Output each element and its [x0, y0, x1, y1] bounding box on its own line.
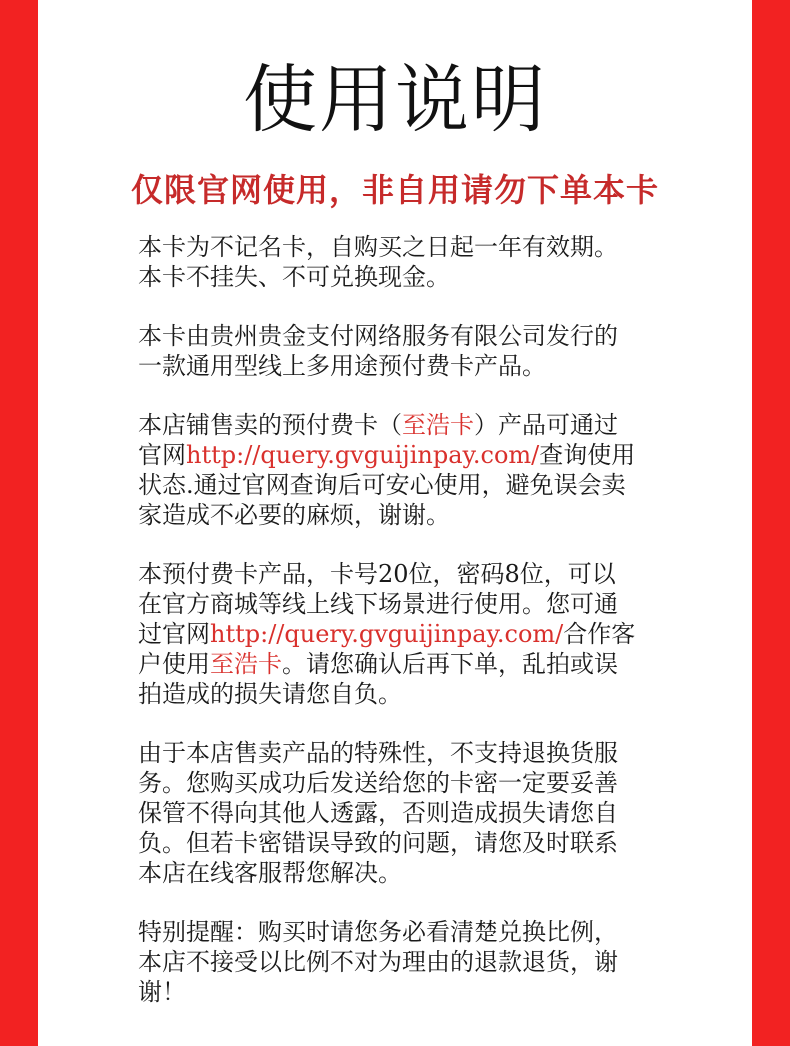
instruction-body	[138, 232, 654, 1036]
text-line: 一款通用型线上多用途预付费卡产品。	[138, 352, 546, 380]
text-line: 谢！	[138, 978, 186, 1006]
text-fragment: 过官网	[138, 620, 210, 648]
paragraph-card-details	[138, 559, 654, 709]
warning-subtitle: 仅限官网使用，非自用请勿下单本卡	[130, 171, 659, 209]
text-line: 在官方商城等线上线下场景进行使用。您可通	[138, 590, 618, 618]
paragraph-issuer	[138, 321, 654, 381]
text-line: 由于本店售卖产品的特殊性，不支持退换货服	[138, 739, 618, 767]
text-fragment: 合作客	[563, 620, 636, 648]
text-fragment: 本店铺售卖的预付费卡（	[138, 411, 402, 439]
official-url-link[interactable]: http://query.gvguijinpay.com/	[186, 441, 540, 469]
text-line: 家造成不必要的麻烦，谢谢。	[138, 501, 450, 529]
paragraph-no-returns	[138, 738, 654, 888]
paragraph-validity	[138, 232, 654, 292]
text-line: 特别提醒：购买时请您务必看清楚兑换比例，	[138, 918, 618, 946]
page-title: 使用说明	[243, 57, 547, 143]
text-line: 保管不得向其他人透露，否则造成损失请您自	[138, 799, 618, 827]
text-fragment: 查询使用	[539, 441, 636, 469]
text-line	[138, 619, 654, 649]
text-fragment: ）产品可通过	[474, 411, 618, 439]
text-line	[138, 440, 654, 470]
text-line: 本预付费卡产品，卡号20位，密码8位，可以	[138, 560, 616, 588]
text-line	[138, 410, 654, 440]
text-line: 本卡为不记名卡，自购买之日起一年有效期。	[138, 233, 618, 261]
card-name: 至浩卡	[210, 650, 282, 678]
instruction-panel	[38, 0, 752, 1046]
text-line: 拍造成的损失请您自负。	[138, 680, 402, 708]
text-fragment: 。请您确认后再下单，乱拍或误	[282, 650, 618, 678]
text-line: 本店在线客服帮您解决。	[138, 859, 402, 887]
text-fragment: 户使用	[138, 650, 210, 678]
paragraph-query	[138, 410, 654, 530]
card-name: 至浩卡	[402, 411, 474, 439]
text-line: 本卡由贵州贵金支付网络服务有限公司发行的	[138, 322, 618, 350]
text-line	[138, 649, 654, 679]
text-line: 务。您购买成功后发送给您的卡密一定要妥善	[138, 769, 618, 797]
text-fragment: 官网	[138, 441, 186, 469]
paragraph-special-reminder	[138, 917, 654, 1007]
text-line: 状态.通过官网查询后可安心使用，避免误会卖	[138, 471, 626, 499]
official-url-link[interactable]: http://query.gvguijinpay.com/	[210, 620, 564, 648]
text-line: 本卡不挂失、不可兑换现金。	[138, 263, 450, 291]
text-line: 本店不接受以比例不对为理由的退款退货，谢	[138, 948, 618, 976]
text-line: 负。但若卡密错误导致的问题，请您及时联系	[138, 829, 618, 857]
